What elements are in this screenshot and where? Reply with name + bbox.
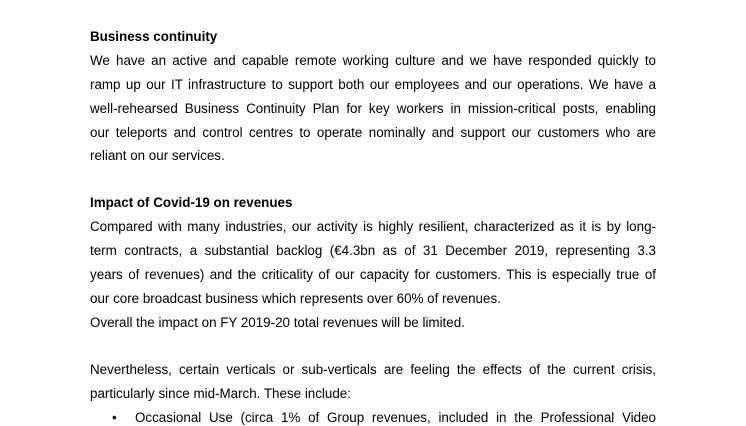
paragraph-line: Overall the impact on FY 2019-20 total revenues will be limited. [90, 315, 465, 330]
bullet-item: Occasional Use (circa 1% of Group revenues, included in the Professional Video [135, 410, 656, 425]
paragraph-line: well-rehearsed Business Continuity Plan for key workers in mission-critical posts, enabling [90, 101, 656, 116]
paragraph-line: Compared with many industries, our activity is highly resilient, characterized as it is by long- [90, 219, 656, 234]
bullet-icon: • [112, 410, 117, 425]
paragraph-line: reliant on our services. [90, 148, 225, 163]
paragraph-line: particularly since mid-March. These include: [90, 386, 351, 401]
paragraph-line: Nevertheless, certain verticals or sub-verticals are feeling the effects of the current crisis, [90, 362, 656, 377]
paragraph-line: years of revenues) and the criticality of our capacity for customers. This is especially true of [90, 267, 656, 282]
paragraph-line: our teleports and control centres to operate nominally and support our customers who are [90, 125, 656, 140]
section-title-business-continuity: Business continuity [90, 29, 218, 44]
section-title-covid-impact: Impact of Covid-19 on revenues [90, 195, 293, 210]
paragraph-line: We have an active and capable remote working culture and we have responded quickly to [90, 53, 656, 68]
paragraph-line: term contracts, a substantial backlog (€4.3bn as of 31 December 2019, representing 3.3 [90, 243, 656, 258]
paragraph-line: our core broadcast business which represents over 60% of revenues. [90, 291, 501, 306]
paragraph-line: ramp up our IT infrastructure to support both our employees and our operations. We have a [90, 77, 656, 92]
